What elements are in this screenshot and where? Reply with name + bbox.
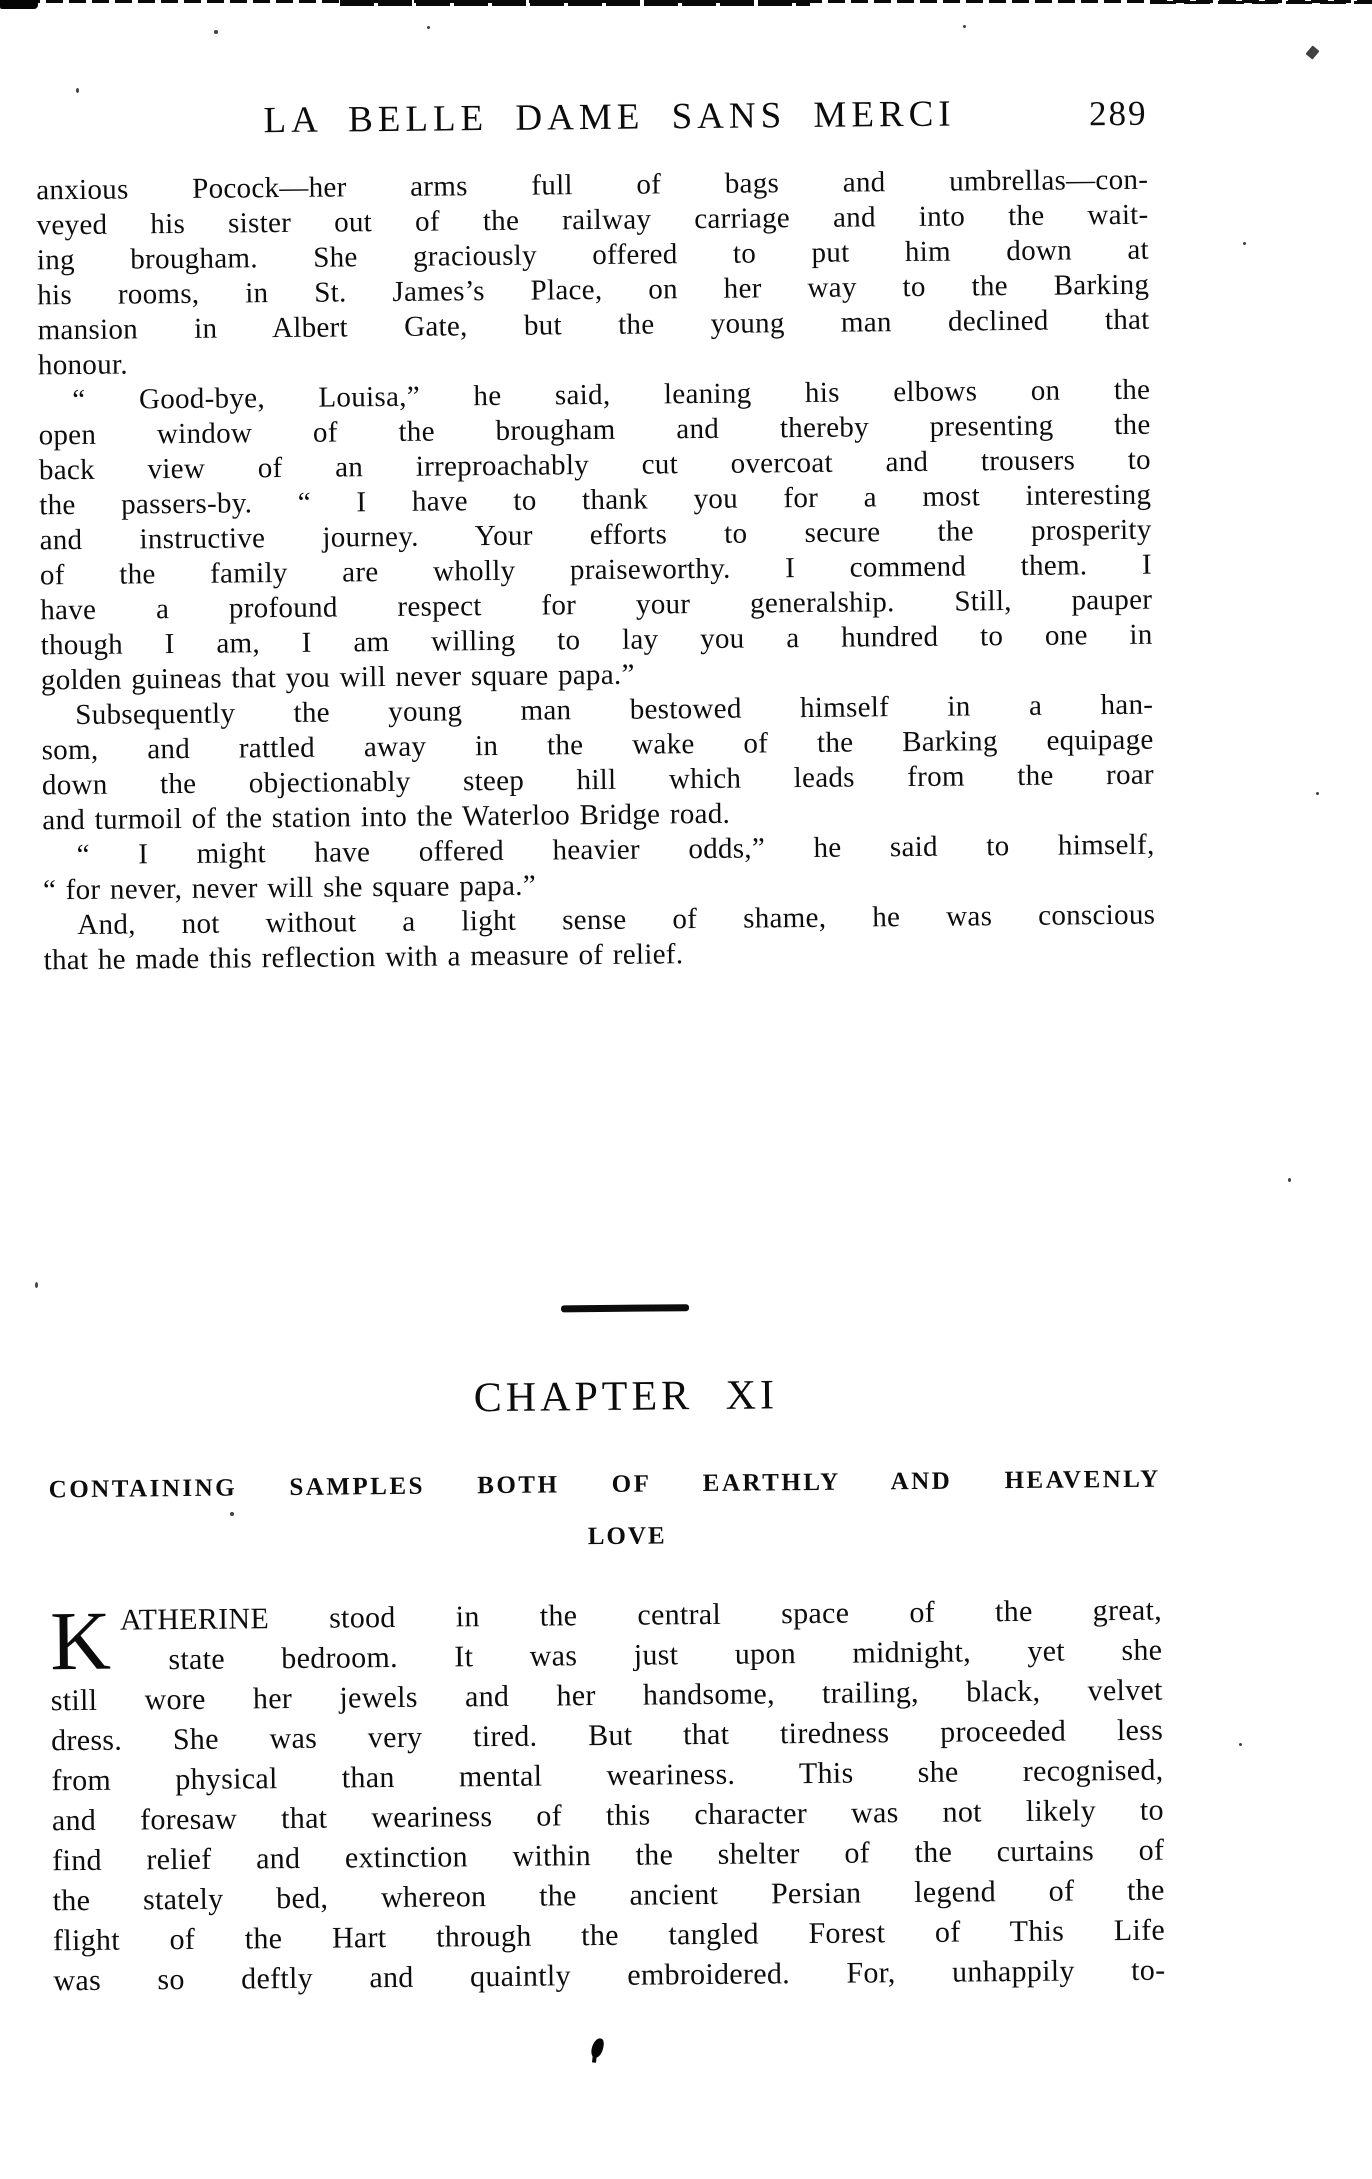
text-line: “ I might have offered heavier odds,” he said to himself, <box>76 828 1155 872</box>
text-line: “ for never, never will she square papa.” <box>42 869 537 907</box>
text-line: honour. <box>37 348 129 382</box>
scan-speck <box>230 1512 234 1516</box>
scan-speck <box>1316 792 1319 795</box>
text-line: still wore her jewels and her handsome, trailing, black, velvet <box>50 1673 1163 1718</box>
text-line: ing brougham. She graciously offered to put him down at <box>36 233 1150 277</box>
text-line: anxious Pocock—her arms full of bags and umbrellas—con- <box>36 163 1149 207</box>
text-line: the passers-by. “ I have to thank you for a most interesting <box>39 478 1152 522</box>
scan-speck <box>1239 1743 1242 1746</box>
chapter-heading: CHAPTER XI <box>473 1372 779 1422</box>
text-line: And, not without a light sense of shame, he was conscious <box>77 898 1156 942</box>
text-line: back view of an irreproachably cut overcoat and trousers to <box>38 443 1152 487</box>
body-text-top <box>36 163 1156 979</box>
text-line: dress. She was very tired. But that tiredness proceeded less <box>50 1713 1164 1758</box>
text-line: was so deftly and quaintly embroidered. For, unhappily to- <box>53 1953 1166 1998</box>
chapter-opening-text <box>50 1591 1166 2002</box>
text-line: the stately bed, whereon the ancient Persian legend of the <box>52 1873 1165 1918</box>
text-line: mansion in Albert Gate, but the young man declined that <box>37 303 1150 347</box>
text-line: and foresaw that weariness of this character was not likely to <box>51 1793 1165 1838</box>
page-title: LA BELLE DAME SANS MERCI <box>263 93 956 142</box>
scan-speck <box>427 26 430 29</box>
chapter-subtitle-love: LOVE <box>587 1522 667 1551</box>
text-line: state bedroom. It was just upon midnight, yet she <box>168 1633 1163 1677</box>
text-line: ATHERINE stood in the central space of the great, <box>119 1593 1163 1637</box>
scan-speck <box>35 1282 38 1288</box>
page-content <box>34 0 1165 2001</box>
text-line: veyed his sister out of the railway carriage and into the wait- <box>36 198 1149 242</box>
scan-speck <box>1243 242 1246 245</box>
text-line: Subsequently the young man bestowed himself in a han- <box>75 688 1154 732</box>
scan-speck <box>1306 45 1320 59</box>
text-line: that he made this reflection with a measure of relief. <box>43 938 684 977</box>
section-divider-rule <box>561 1304 689 1312</box>
text-line: have a profound respect for your generalship. Still, pauper <box>40 583 1153 627</box>
text-line: of the family are wholly praiseworthy. I commend them. I <box>39 548 1153 592</box>
scan-edge-corner-blob <box>0 0 38 9</box>
drop-cap: K <box>49 1594 112 1689</box>
text-line: and turmoil of the station into the Waterloo Bridge road. <box>42 797 731 837</box>
page-number: 289 <box>1088 93 1148 134</box>
text-line: find relief and extinction within the shelter of the curtains of <box>52 1833 1165 1878</box>
text-line: “ Good-bye, Louisa,” he said, leaning his elbows on the <box>72 373 1151 417</box>
text-line: his rooms, in St. James’s Place, on her way to the Barking <box>37 268 1150 312</box>
running-header <box>35 91 1147 148</box>
text-line: som, and rattled away in the wake of the Barking equipage <box>41 723 1154 767</box>
text-line: golden guineas that you will never square papa.” <box>40 658 635 697</box>
scan-speck <box>76 88 79 93</box>
scan-speck <box>214 30 218 34</box>
scan-edge-dashes-right <box>1150 1 1372 4</box>
text-line: and instructive journey. Your efforts to secure the prosperity <box>39 513 1152 557</box>
ink-blot-artifact <box>590 2037 606 2059</box>
text-line: open window of the brougham and thereby presenting the <box>38 408 1151 452</box>
text-line: from physical than mental weariness. This she recognised, <box>51 1753 1164 1798</box>
text-line: flight of the Hart through the tangled Forest of This Life <box>52 1913 1166 1958</box>
chapter-subtitle: CONTAINING SAMPLES BOTH OF EARTHLY AND HEAVENLY <box>48 1465 1161 1504</box>
text-line: down the objectionably steep hill which leads from the roar <box>41 758 1155 802</box>
scan-speck <box>963 25 966 28</box>
scan-speck <box>1288 1178 1291 1182</box>
text-line: though I am, I am willing to lay you a hundred to one in <box>40 618 1153 662</box>
